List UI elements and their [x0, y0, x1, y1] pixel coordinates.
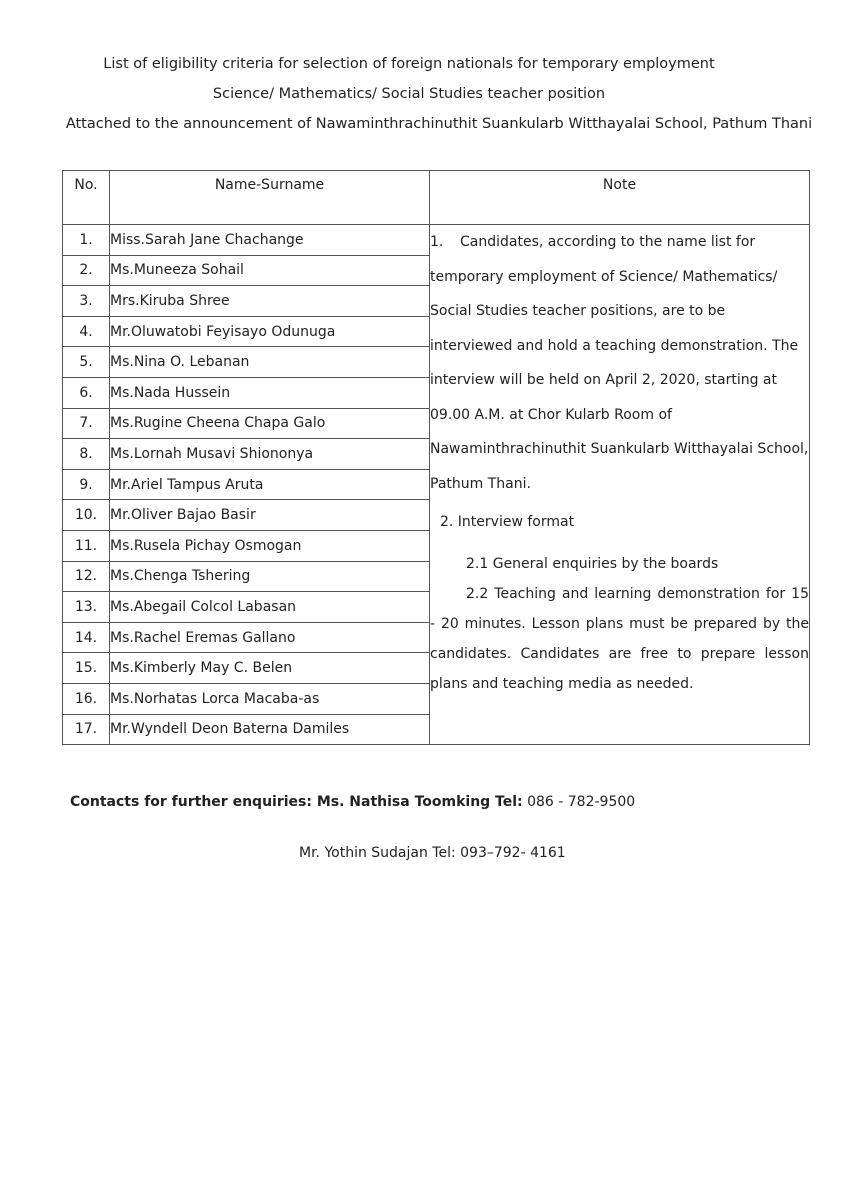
candidate-name: Ms.Rugine Cheena Chapa Galo [110, 408, 430, 439]
candidate-name: Ms.Kimberly May C. Belen [110, 653, 430, 684]
candidate-name: Ms.Lornah Musavi Shiononya [110, 439, 430, 470]
column-header-no: No. [63, 171, 110, 225]
row-number: 8. [63, 439, 110, 470]
row-number: 16. [63, 683, 110, 714]
row-number: 2. [63, 255, 110, 286]
candidate-table [62, 170, 810, 745]
note-paragraph-1-text: Candidates, according to the name list for temporary employment of Science/ Mathematics/ Social Studies teacher positions, are to be interviewed and hold a teaching demonstration. The interview will be held on April 2, 2020, starting at 09.00 A.M. at Chor Kularb Room of Nawaminthrachinuthit Suankularb Witthayalai School, Pathum Thani. [430, 234, 809, 492]
candidate-name: Mrs.Kiruba Shree [110, 286, 430, 317]
document-subtitle: Science/ Mathematics/ Social Studies teacher position [212, 86, 606, 102]
candidate-name: Ms.Chenga Tshering [110, 561, 430, 592]
contact-phone-primary: 086 - 782-9500 [522, 794, 636, 810]
row-number: 4. [63, 316, 110, 347]
table-header-row [63, 171, 810, 225]
candidate-name: Ms.Rusela Pichay Osmogan [110, 530, 430, 561]
row-number: 12. [63, 561, 110, 592]
candidate-name: Ms.Muneeza Sohail [110, 255, 430, 286]
row-number: 14. [63, 622, 110, 653]
row-number: 3. [63, 286, 110, 317]
document-title: List of eligibility criteria for selection of foreign nationals for temporary employment [103, 56, 715, 72]
row-number: 13. [63, 592, 110, 623]
row-number: 17. [63, 714, 110, 745]
candidate-name: Miss.Sarah Jane Chachange [110, 225, 430, 256]
candidate-name: Ms.Abegail Colcol Labasan [110, 592, 430, 623]
row-number: 15. [63, 653, 110, 684]
column-header-name: Name-Surname [110, 171, 430, 225]
row-number: 11. [63, 530, 110, 561]
note-cell [430, 225, 810, 745]
note-heading-interview-format: 2. Interview format [440, 514, 575, 530]
candidate-name: Mr.Wyndell Deon Baterna Damiles [110, 714, 430, 745]
note-item-2-2: 2.2 Teaching and learning demonstration for 15 - 20 minutes. Lesson plans must be prepared by the candidates. Candidates are free to prepare lesson plans and teaching media as needed. [430, 586, 809, 692]
contact-label: Contacts for further enquiries: Ms. Nathisa Toomking Tel: [70, 794, 523, 810]
table-row [63, 225, 810, 256]
candidate-name: Ms.Norhatas Lorca Macaba-as [110, 683, 430, 714]
note-item-2-1: 2.1 General enquiries by the boards [466, 556, 719, 572]
candidate-name: Mr.Oluwatobi Feyisayo Odunuga [110, 316, 430, 347]
candidate-name: Ms.Rachel Eremas Gallano [110, 622, 430, 653]
row-number: 5. [63, 347, 110, 378]
row-number: 10. [63, 500, 110, 531]
note-paragraph-1 [430, 225, 809, 501]
contact-line-secondary: Mr. Yothin Sudajan Tel: 093–792- 4161 [299, 845, 566, 861]
note-paragraph-1-number: 1. [430, 234, 444, 250]
document-attachment-line: Attached to the announcement of Nawaminthrachinuthit Suankularb Witthayalai School, Pathum Thani [65, 116, 813, 132]
column-header-note: Note [430, 171, 810, 225]
row-number: 7. [63, 408, 110, 439]
contact-line-primary [70, 794, 635, 810]
candidate-name: Mr.Oliver Bajao Basir [110, 500, 430, 531]
row-number: 9. [63, 469, 110, 500]
candidate-name: Ms.Nada Hussein [110, 377, 430, 408]
row-number: 1. [63, 225, 110, 256]
candidate-name: Ms.Nina O. Lebanan [110, 347, 430, 378]
row-number: 6. [63, 377, 110, 408]
candidate-name: Mr.Ariel Tampus Aruta [110, 469, 430, 500]
